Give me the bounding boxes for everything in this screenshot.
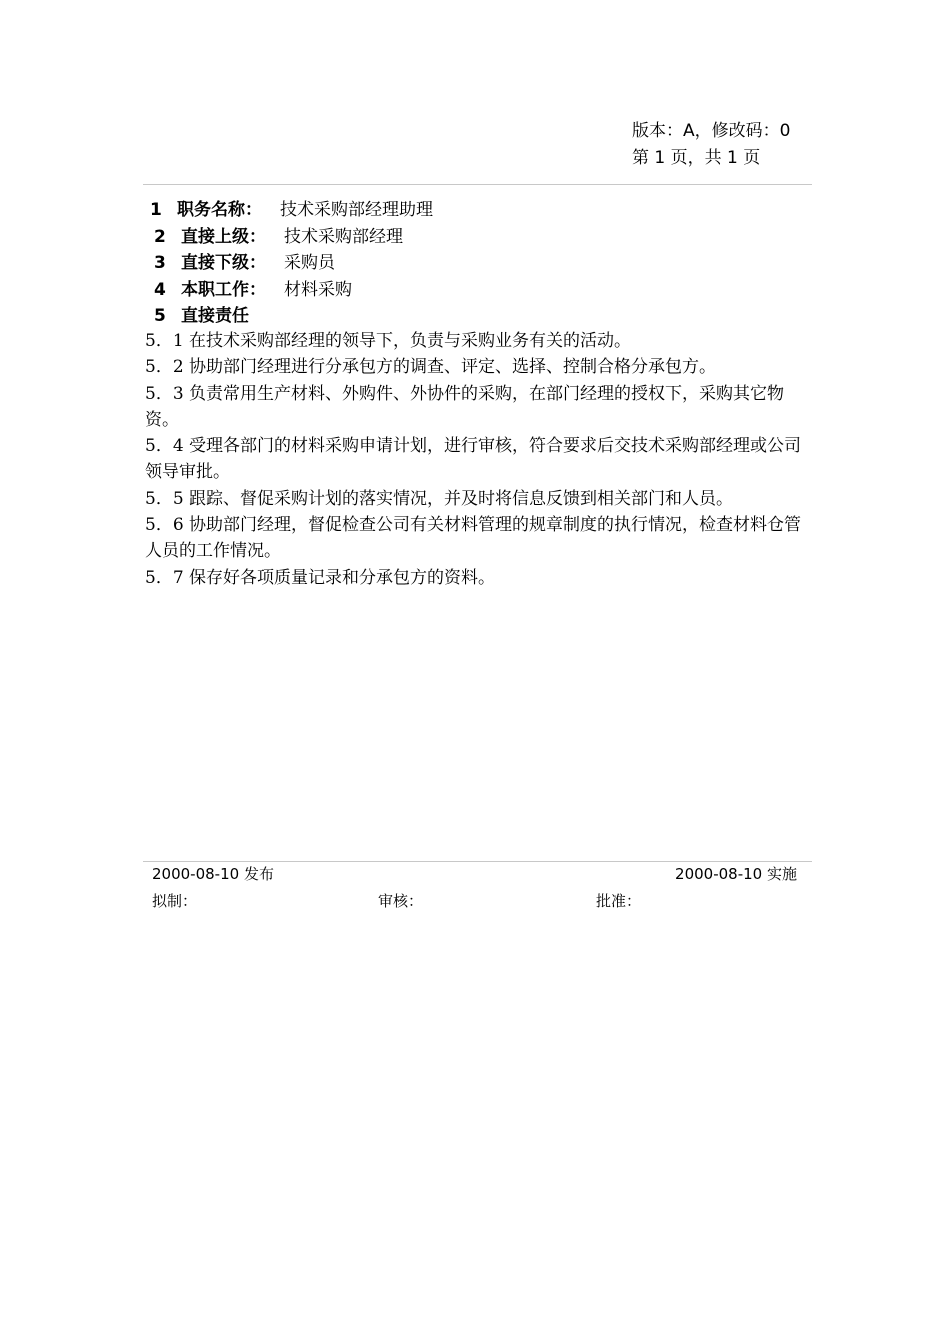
release-date: 2000-08-10 发布 [152, 865, 274, 883]
version-code: 版本：A，修改码：0 [632, 121, 791, 141]
meta-row-position [150, 197, 433, 224]
meta-number: 1 [150, 200, 162, 220]
duty-list [145, 328, 810, 591]
duty-item: 5．6 协助部门经理，督促检查公司有关材料管理的规章制度的执行情况，检查材料仓管人员的工作情况。 [145, 515, 802, 562]
meta-row-superior [150, 224, 433, 251]
meta-label: 本职工作： [181, 279, 266, 300]
meta-number: 2 [154, 226, 166, 247]
meta-value: 采购员 [284, 253, 335, 273]
meta-value: 技术采购部经理 [284, 226, 403, 247]
footer-divider [143, 861, 812, 862]
duty-item: 5．5 跟踪、督促采购计划的落实情况，并及时将信息反馈到相关部门和人员。 [145, 488, 734, 509]
duty-item: 5．1 在技术采购部经理的领导下，负责与采购业务有关的活动。 [145, 331, 632, 351]
meta-row-responsibility [150, 303, 433, 330]
duty-item: 5．4 受理各部门的材料采购申请计划，进行审核，符合要求后交技术采购部经理或公司领导审批。 [145, 436, 802, 483]
meta-row-work [150, 277, 433, 304]
job-meta-list [150, 197, 433, 330]
drafter-label: 拟制： [152, 892, 198, 910]
duty-item: 5．2 协助部门经理进行分承包方的调查、评定、选择、控制合格分承包方。 [145, 357, 717, 378]
page-number: 第 1 页，共 1 页 [632, 148, 761, 168]
meta-number: 4 [154, 279, 166, 300]
meta-label: 直接下级： [181, 253, 266, 273]
meta-label: 直接上级： [181, 226, 266, 247]
meta-value: 技术采购部经理助理 [280, 200, 433, 220]
meta-number: 5 [154, 306, 166, 326]
duty-item: 5．3 负责常用生产材料、外购件、外协件的采购，在部门经理的授权下，采购其它物资。 [145, 383, 785, 430]
meta-value: 材料采购 [284, 279, 352, 300]
implement-date: 2000-08-10 实施 [675, 865, 797, 883]
duty-item: 5．7 保存好各项质量记录和分承包方的资料。 [145, 567, 496, 588]
header-divider [143, 184, 812, 185]
meta-label: 直接责任 [181, 306, 249, 326]
meta-label: 职务名称： [177, 200, 262, 220]
meta-number: 3 [154, 253, 166, 273]
reviewer-label: 审核： [378, 892, 424, 910]
approver-label: 批准： [596, 892, 642, 910]
document-header-info [632, 118, 790, 172]
meta-row-subordinate [150, 250, 433, 277]
